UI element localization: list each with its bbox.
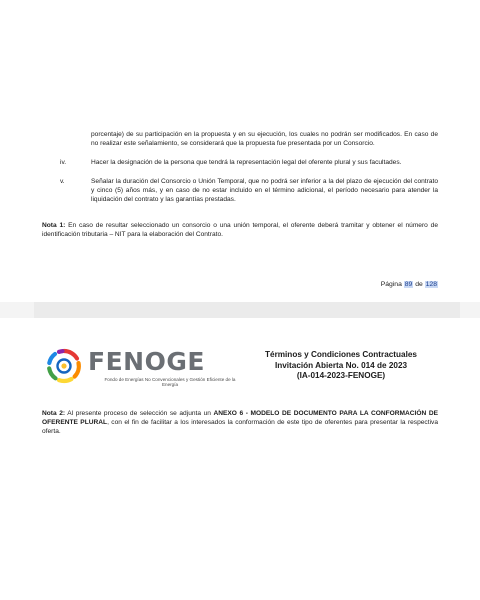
fenoge-logo (44, 346, 236, 392)
list-item-v (60, 177, 438, 205)
note-1-text: En caso de resultar seleccionado un consorcio o una unión temporal, el oferente deberá tramitar y obtener el número de identificación tributaria – NIT para la elaboración del Contrato. (42, 222, 438, 239)
fenoge-sun-pinwheel-icon (44, 346, 84, 386)
page-number (381, 281, 438, 288)
document-header (246, 350, 436, 382)
page-number-prefix: Página (380, 281, 404, 288)
header-line-3: (IA-014-2023-FENOGE) (296, 371, 386, 381)
page-number-current: 89 (404, 281, 413, 288)
page-gap-margin-right (460, 302, 480, 318)
list-numeral: iv. (60, 159, 67, 166)
header-line-2: Invitación Abierta No. 014 de 2023 (274, 360, 408, 370)
list-item-iv (60, 158, 438, 167)
list-item-text: Hacer la designación de la persona que tendrá la representación legal del oferente plural y sus facultades. (91, 159, 402, 166)
note-2-text-a: Al presente proceso de selección se adjunta un (65, 410, 214, 417)
page-number-total: 128 (425, 281, 437, 288)
logo-subtitle: Fondo de Energías No Convencionales y Gestión Eficiente de la Energía (104, 377, 236, 388)
continued-paragraph: porcentaje) de su participación en la propuesta y en su ejecución, los cuales no podrán ser modificados. En caso de no realizar este señalamiento, se considerará que la propuesta fue presentada por un Consorcio. (91, 131, 438, 148)
note-2-annex-title: ANEXO 6 - MODELO DE DOCUMENTO PARA LA CONFORMACIÓN DE OFERENTE PLURAL (42, 410, 438, 427)
note-2-text-b: , con el fin de facilitar a los interesados la conformación de este tipo de oferentes para presentar la respectiva oferta. (42, 419, 438, 436)
page-number-middle: de (413, 281, 425, 288)
logo-wordmark: FENOGE (88, 347, 205, 376)
list-item-text: Señalar la duración del Consorcio o Unión Temporal, que no podrá ser inferior a la del plazo de ejecución del contrato y cinco (5) años más, y en caso de no estar incluido en el término adicional, el período necesario para atender la liquidación del contrato y las garantías prestadas. (91, 178, 438, 204)
note-2 (42, 409, 438, 437)
header-line-1: Términos y Condiciones Contractuales (265, 350, 417, 359)
note-1-label: Nota 1: (42, 222, 66, 229)
page-gap (34, 302, 460, 318)
note-1 (42, 221, 438, 239)
note-2-label: Nota 2: (42, 410, 66, 417)
list-numeral: v. (60, 178, 65, 185)
page-gap-margin-left (0, 302, 34, 318)
